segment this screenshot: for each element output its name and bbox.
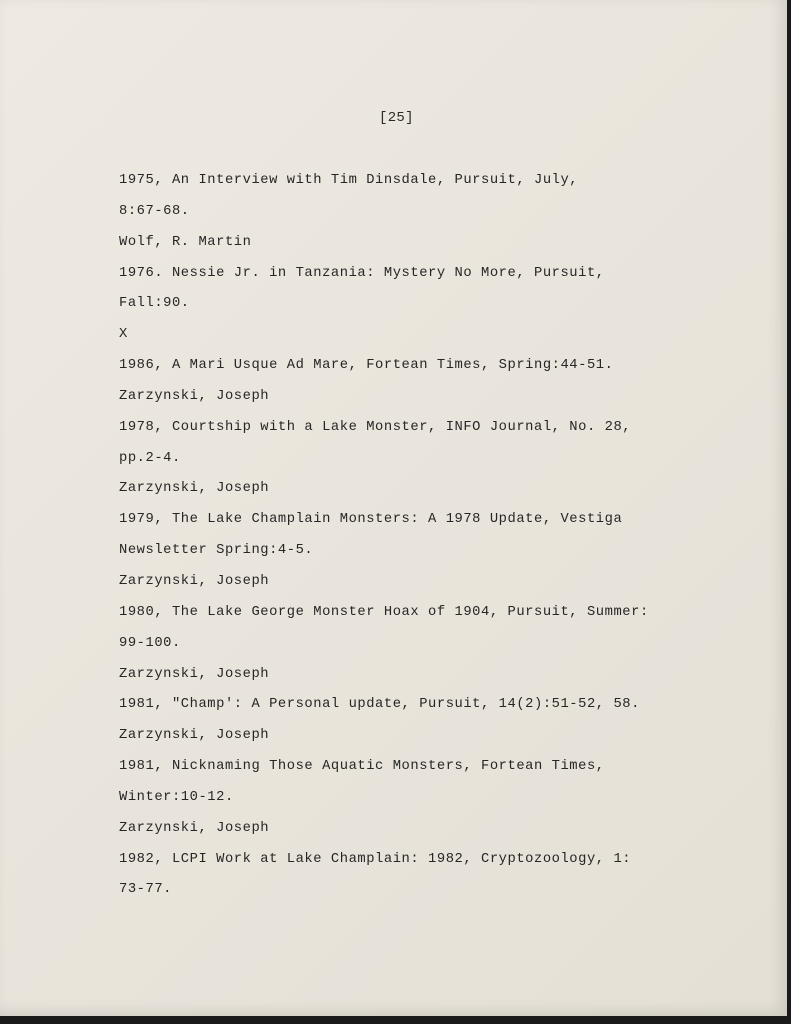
text-line: Wolf, R. Martin <box>119 234 252 250</box>
text-line: 8:67-68. <box>119 203 190 219</box>
text-line: Winter:10-12. <box>119 789 234 805</box>
text-line: Zarzynski, Joseph <box>119 573 270 589</box>
bibliography-list <box>119 166 649 906</box>
text-line: Zarzynski, Joseph <box>119 388 270 404</box>
text-line: 1981, "Champ': A Personal update, Pursuit, 14(2):51-52, 58. <box>119 697 640 713</box>
text-line: pp.2-4. <box>119 450 181 466</box>
text-line: 1975, An Interview with Tim Dinsdale, Pursuit, July, <box>119 173 579 188</box>
text-line: 1976. Nessie Jr. in Tanzania: Mystery No More, Pursuit, <box>119 265 605 281</box>
text-line: Zarzynski, Joseph <box>119 481 270 497</box>
text-line: Zarzynski, Joseph <box>119 728 270 744</box>
page-number: [25] <box>379 110 414 126</box>
text-line: Zarzynski, Joseph <box>119 666 270 682</box>
text-line: Zarzynski, Joseph <box>119 820 270 836</box>
text-line: 1981, Nicknaming Those Aquatic Monsters, Fortean Times, <box>119 759 605 775</box>
text-line: Fall:90. <box>119 296 190 312</box>
text-line: 1978, Courtship with a Lake Monster, INFO Journal, No. 28, <box>119 419 632 435</box>
text-line: 73-77. <box>119 882 172 898</box>
text-line: 1979, The Lake Champlain Monsters: A 1978 Update, Vestiga <box>119 512 623 528</box>
text-line: 1986, A Mari Usque Ad Mare, Fortean Times, Spring:44-51. <box>119 358 614 374</box>
text-line: Newsletter Spring:4-5. <box>119 543 314 559</box>
text-line: 1980, The Lake George Monster Hoax of 1904, Pursuit, Summer: <box>119 604 649 620</box>
text-line: 1982, LCPI Work at Lake Champlain: 1982, Cryptozoology, 1: <box>119 851 632 867</box>
text-line: X <box>119 327 128 343</box>
text-line: 99-100. <box>119 635 181 651</box>
